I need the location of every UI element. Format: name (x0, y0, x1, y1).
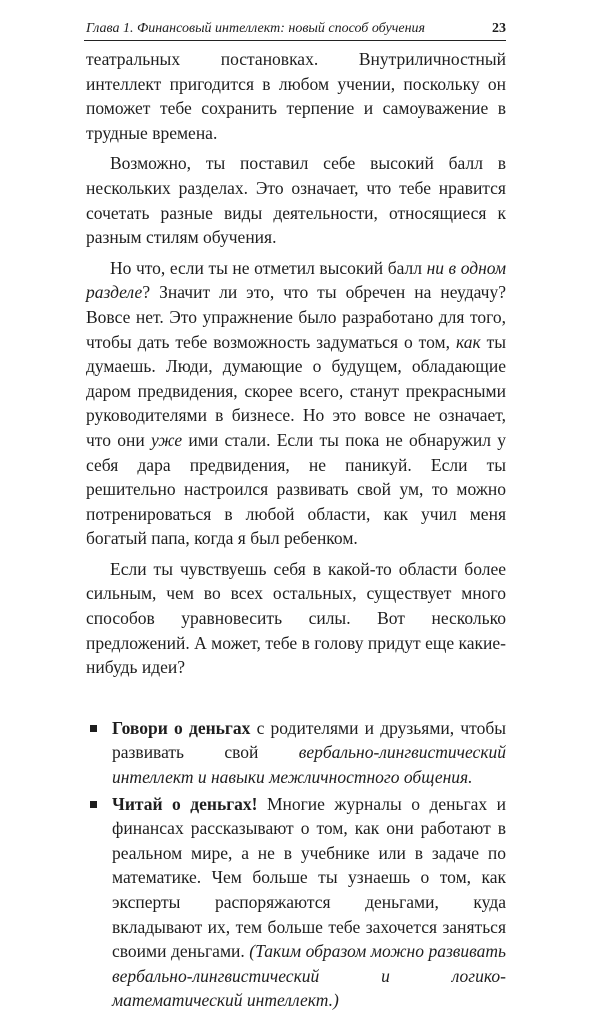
emphasis-text: как (455, 331, 481, 352)
text-run: ими стали. Если ты пока не обнаружил у себя дара предвидения, не паникуй. Если ты решительно настроился развивать свой ум, то можно потренироваться в любой области, как учил меня богатый папа, когда я был ребенком. (86, 429, 506, 549)
paragraph (86, 151, 506, 249)
page-body (86, 47, 506, 1013)
text-run: Многие журналы о деньгах и финансах рассказывают о том, как они работают в реальном мире, а не в учебнике или в задаче по математике. Чем больше ты узнаешь о том, как эксперты распоряжаются деньгами, куда вкладывают их, тем больше тебе захочется заняться своими деньгами. (112, 793, 506, 962)
paragraph (86, 256, 506, 551)
tips-list (86, 716, 506, 1013)
emphasis-text: (Таким образом можно развивать вербально-лингвистический и логико-математический интеллект.) (112, 941, 506, 1011)
running-header (84, 18, 506, 41)
emphasis-text: вербально-лингвистический интеллект и навыки межличностного общения. (112, 742, 506, 788)
emphasis-text: ни в одном разделе (86, 257, 506, 303)
square-bullet-icon (90, 725, 97, 732)
list-item (86, 792, 506, 1013)
paragraph (86, 47, 506, 145)
page-number: 23 (492, 21, 506, 36)
text-run: Если ты чувствуешь себя в какой-то области более сильным, чем во всех остальных, существует много способов уравновесить силы. Вот несколько предложений. А может, тебе в голову придут еще какие-нибудь идеи? (86, 558, 506, 678)
text-run: с родителями и друзьями, чтобы развивать свой (112, 717, 506, 763)
bold-lead: Читай о деньгах! (112, 793, 258, 814)
text-run: Возможно, ты поставил себе высокий балл в нескольких разделах. Это означает, что тебе нравится сочетать разные виды деятельности, относящиеся к разным стилям обучения. (86, 153, 506, 248)
emphasis-text: уже (150, 429, 183, 450)
chapter-title: Глава 1. Финансовый интеллект: новый способ обучения (86, 21, 426, 36)
square-bullet-icon (90, 801, 97, 808)
paragraph (86, 557, 506, 680)
bold-lead: Говори о деньгах (112, 717, 251, 738)
text-run: театральных постановках. Внутриличностный интеллект пригодится в любом учении, поскольку он поможет тебе сохранить терпение и самоуважение в трудные времена. (86, 49, 506, 143)
text-run: Но что, если ты не отметил высокий балл (110, 257, 427, 278)
text-run: ты думаешь. Люди, думающие о будущем, обладающие даром предвидения, скорее всего, станут прекрасными руководителями в бизнесе. Но это вовсе не означает, что они (86, 331, 506, 450)
list-item (86, 716, 506, 790)
text-run: ? Значит ли это, что ты обречен на неудачу? Вовсе нет. Это упражнение было разработано для того, чтобы дать тебе возможность задуматься о том, (86, 282, 506, 352)
